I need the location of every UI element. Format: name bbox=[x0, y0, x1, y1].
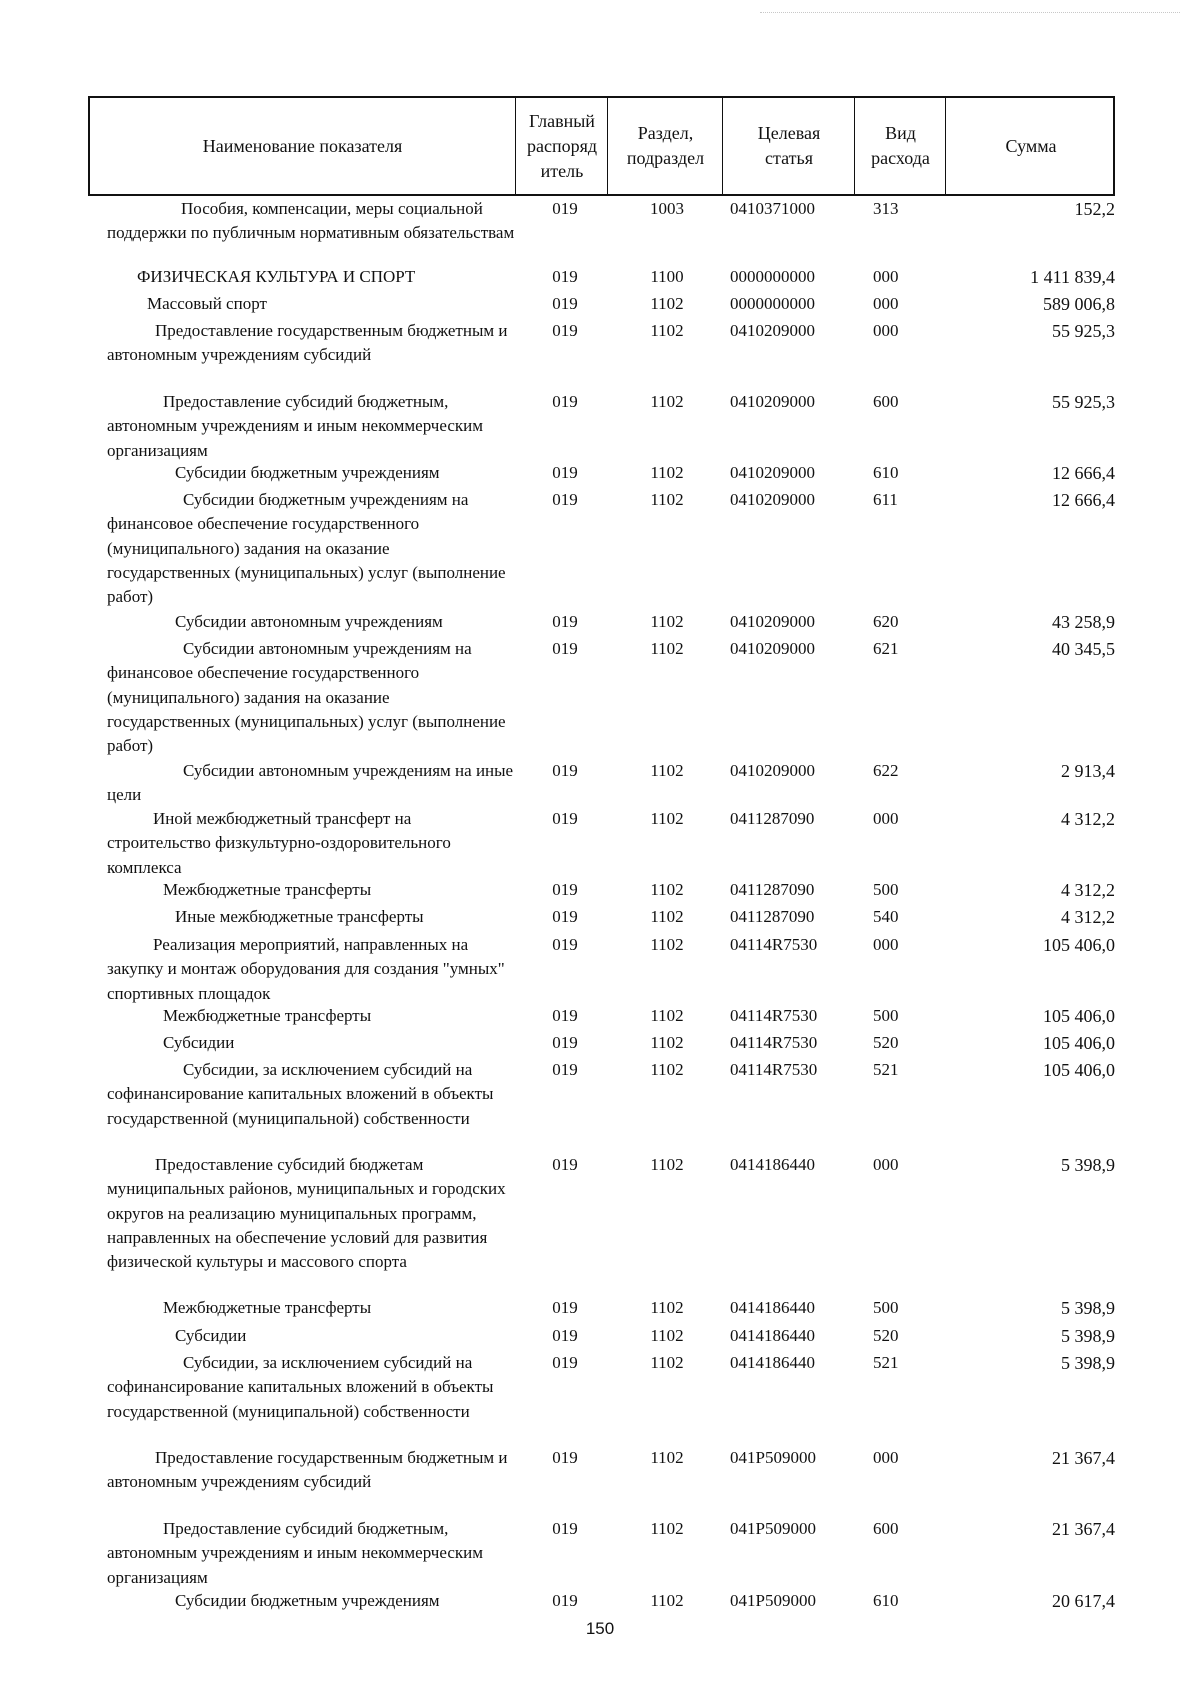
row-target-article: 0410209000 bbox=[730, 463, 815, 482]
row-sum: 40 345,5 bbox=[1052, 639, 1115, 659]
row-expense-type: 621 bbox=[873, 639, 899, 658]
row-sum: 5 398,9 bbox=[1061, 1298, 1115, 1318]
row-sum: 5 398,9 bbox=[1061, 1353, 1115, 1373]
row-name: Пособия, компенсации, меры социальной поддержки по публичным нормативным обязательствам bbox=[107, 199, 515, 243]
row-section: 1003 bbox=[650, 199, 684, 218]
row-target-article: 0410209000 bbox=[730, 612, 815, 631]
row-chief-administrator: 019 bbox=[552, 490, 578, 509]
row-target-article: 0410209000 bbox=[730, 639, 815, 658]
row-name: Субсидии автономным учреждениям на иные цели bbox=[107, 761, 514, 805]
row-target-article: 0410209000 bbox=[730, 321, 815, 340]
row-expense-type: 521 bbox=[873, 1060, 899, 1079]
row-sum: 55 925,3 bbox=[1052, 321, 1115, 341]
header-target-article: Целевая статья bbox=[722, 98, 855, 194]
row-name: Межбюджетные трансферты bbox=[163, 880, 372, 899]
row-sum: 105 406,0 bbox=[1043, 1033, 1115, 1053]
row-chief-administrator: 019 bbox=[552, 1591, 578, 1610]
row-expense-type: 500 bbox=[873, 880, 899, 899]
row-expense-type: 000 bbox=[873, 267, 899, 286]
row-target-article: 0410371000 bbox=[730, 199, 815, 218]
row-expense-type: 610 bbox=[873, 1591, 899, 1610]
row-section: 1102 bbox=[650, 1448, 684, 1467]
row-expense-type: 500 bbox=[873, 1006, 899, 1025]
header-chief-administrator: Главный распоряд итель bbox=[515, 98, 608, 194]
row-sum: 21 367,4 bbox=[1052, 1519, 1115, 1539]
row-expense-type: 521 bbox=[873, 1353, 899, 1372]
row-section: 1102 bbox=[650, 463, 684, 482]
row-chief-administrator: 019 bbox=[552, 1326, 578, 1345]
row-target-article: 0410209000 bbox=[730, 761, 815, 780]
row-sum: 5 398,9 bbox=[1061, 1155, 1115, 1175]
row-section: 1102 bbox=[650, 490, 684, 509]
row-name: Субсидии bbox=[163, 1033, 235, 1052]
row-chief-administrator: 019 bbox=[552, 321, 578, 340]
row-name: ФИЗИЧЕСКАЯ КУЛЬТУРА И СПОРТ bbox=[137, 267, 416, 286]
row-name: Предоставление субсидий бюджетным, автономным учреждениям и иным некоммерческим организациям bbox=[107, 392, 483, 460]
page-number: 150 bbox=[585, 1619, 615, 1638]
row-section: 1102 bbox=[650, 321, 684, 340]
row-target-article: 0000000000 bbox=[730, 294, 815, 313]
row-section: 1102 bbox=[650, 1006, 684, 1025]
row-sum: 589 006,8 bbox=[1043, 294, 1115, 314]
row-sum: 1 411 839,4 bbox=[1030, 267, 1115, 287]
row-section: 1102 bbox=[650, 294, 684, 313]
row-section: 1102 bbox=[650, 907, 684, 926]
row-expense-type: 500 bbox=[873, 1298, 899, 1317]
row-name: Субсидии, за исключением субсидий на софинансирование капитальных вложений в объекты государственной (муниципальной) собственности bbox=[107, 1060, 494, 1128]
row-section: 1102 bbox=[650, 880, 684, 899]
row-name: Межбюджетные трансферты bbox=[163, 1298, 372, 1317]
row-expense-type: 520 bbox=[873, 1326, 899, 1345]
row-section: 1102 bbox=[650, 392, 684, 411]
row-sum: 2 913,4 bbox=[1061, 761, 1115, 781]
row-section: 1100 bbox=[650, 267, 684, 286]
row-chief-administrator: 019 bbox=[552, 294, 578, 313]
row-name: Предоставление государственным бюджетным и автономным учреждениям субсидий bbox=[107, 321, 508, 365]
row-section: 1102 bbox=[650, 935, 684, 954]
row-target-article: 0411287090 bbox=[730, 809, 815, 828]
row-section: 1102 bbox=[650, 809, 684, 828]
row-expense-type: 600 bbox=[873, 392, 899, 411]
row-sum: 12 666,4 bbox=[1052, 490, 1115, 510]
row-name: Предоставление государственным бюджетным и автономным учреждениям субсидий bbox=[107, 1448, 508, 1492]
row-name: Предоставление субсидий бюджетным, автономным учреждениям и иным некоммерческим организациям bbox=[107, 1519, 483, 1587]
row-target-article: 0414186440 bbox=[730, 1353, 815, 1372]
row-expense-type: 610 bbox=[873, 463, 899, 482]
row-target-article: 04114R7530 bbox=[730, 935, 818, 954]
header-section: Раздел, подраздел bbox=[607, 98, 723, 194]
row-sum: 105 406,0 bbox=[1043, 1006, 1115, 1026]
row-name: Иной межбюджетный трансферт на строительство физкультурно-оздоровительного комплекса bbox=[107, 809, 451, 877]
row-sum: 43 258,9 bbox=[1052, 612, 1115, 632]
row-section: 1102 bbox=[650, 639, 684, 658]
row-expense-type: 520 bbox=[873, 1033, 899, 1052]
row-chief-administrator: 019 bbox=[552, 1519, 578, 1538]
row-section: 1102 bbox=[650, 1519, 684, 1538]
row-sum: 20 617,4 bbox=[1052, 1591, 1115, 1611]
row-target-article: 0414186440 bbox=[730, 1298, 815, 1317]
row-expense-type: 000 bbox=[873, 1448, 899, 1467]
row-sum: 55 925,3 bbox=[1052, 392, 1115, 412]
header-sum: Сумма bbox=[945, 98, 1116, 194]
row-expense-type: 000 bbox=[873, 809, 899, 828]
row-name: Субсидии bbox=[175, 1326, 247, 1345]
row-section: 1102 bbox=[650, 1060, 684, 1079]
row-chief-administrator: 019 bbox=[552, 1060, 578, 1079]
row-expense-type: 000 bbox=[873, 321, 899, 340]
row-chief-administrator: 019 bbox=[552, 199, 578, 218]
row-name: Предоставление субсидий бюджетам муниципальных районов, муниципальных и городских округов на реализацию муниципальных программ, направленных на обеспечение условий для развития физической культуры и массового спорта bbox=[107, 1155, 506, 1272]
row-expense-type: 600 bbox=[873, 1519, 899, 1538]
row-target-article: 041P509000 bbox=[730, 1448, 816, 1467]
row-section: 1102 bbox=[650, 1033, 684, 1052]
row-chief-administrator: 019 bbox=[552, 1448, 578, 1467]
row-chief-administrator: 019 bbox=[552, 880, 578, 899]
row-sum: 152,2 bbox=[1074, 199, 1115, 219]
row-name: Субсидии автономным учреждениям на финансовое обеспечение государственного (муниципального) задания на оказание государственных (муниципальных) услуг (выполнение работ) bbox=[107, 639, 506, 756]
row-expense-type: 611 bbox=[873, 490, 898, 509]
row-name: Субсидии автономным учреждениям bbox=[175, 612, 443, 631]
row-name: Реализация мероприятий, направленных на закупку и монтаж оборудования для создания "умных" спортивных площадок bbox=[107, 935, 505, 1003]
row-target-article: 0410209000 bbox=[730, 490, 815, 509]
row-sum: 12 666,4 bbox=[1052, 463, 1115, 483]
row-sum: 21 367,4 bbox=[1052, 1448, 1115, 1468]
row-sum: 4 312,2 bbox=[1061, 907, 1115, 927]
row-name: Субсидии, за исключением субсидий на софинансирование капитальных вложений в объекты государственной (муниципальной) собственности bbox=[107, 1353, 494, 1421]
row-target-article: 04114R7530 bbox=[730, 1060, 818, 1079]
row-section: 1102 bbox=[650, 761, 684, 780]
row-target-article: 0414186440 bbox=[730, 1155, 815, 1174]
header-expense-type: Вид расхода bbox=[854, 98, 946, 194]
row-section: 1102 bbox=[650, 1591, 684, 1610]
row-chief-administrator: 019 bbox=[552, 761, 578, 780]
row-section: 1102 bbox=[650, 1298, 684, 1317]
row-expense-type: 622 bbox=[873, 761, 899, 780]
row-target-article: 041P509000 bbox=[730, 1591, 816, 1610]
row-name: Субсидии бюджетным учреждениям на финансовое обеспечение государственного (муниципального) задания на оказание государственных (муниципальных) услуг (выполнение работ) bbox=[107, 490, 506, 607]
row-name: Субсидии бюджетным учреждениям bbox=[175, 1591, 440, 1610]
row-expense-type: 620 bbox=[873, 612, 899, 631]
row-chief-administrator: 019 bbox=[552, 612, 578, 631]
row-chief-administrator: 019 bbox=[552, 907, 578, 926]
row-sum: 105 406,0 bbox=[1043, 935, 1115, 955]
row-name: Субсидии бюджетным учреждениям bbox=[175, 463, 440, 482]
row-chief-administrator: 019 bbox=[552, 1298, 578, 1317]
row-sum: 105 406,0 bbox=[1043, 1060, 1115, 1080]
row-sum: 4 312,2 bbox=[1061, 880, 1115, 900]
row-sum: 4 312,2 bbox=[1061, 809, 1115, 829]
row-target-article: 04114R7530 bbox=[730, 1006, 818, 1025]
row-chief-administrator: 019 bbox=[552, 1006, 578, 1025]
row-chief-administrator: 019 bbox=[552, 267, 578, 286]
row-chief-administrator: 019 bbox=[552, 639, 578, 658]
row-target-article: 041P509000 bbox=[730, 1519, 816, 1538]
row-expense-type: 000 bbox=[873, 1155, 899, 1174]
row-chief-administrator: 019 bbox=[552, 392, 578, 411]
row-chief-administrator: 019 bbox=[552, 1353, 578, 1372]
row-section: 1102 bbox=[650, 1155, 684, 1174]
row-target-article: 0411287090 bbox=[730, 907, 815, 926]
row-target-article: 04114R7530 bbox=[730, 1033, 818, 1052]
row-name: Иные межбюджетные трансферты bbox=[175, 907, 424, 926]
row-chief-administrator: 019 bbox=[552, 1033, 578, 1052]
row-chief-administrator: 019 bbox=[552, 935, 578, 954]
row-section: 1102 bbox=[650, 1326, 684, 1345]
row-name: Массовый спорт bbox=[147, 294, 267, 313]
header-name: Наименование показателя bbox=[202, 135, 403, 156]
row-target-article: 0411287090 bbox=[730, 880, 815, 899]
row-chief-administrator: 019 bbox=[552, 1155, 578, 1174]
row-expense-type: 313 bbox=[873, 199, 899, 218]
row-chief-administrator: 019 bbox=[552, 463, 578, 482]
row-expense-type: 000 bbox=[873, 935, 899, 954]
row-sum: 5 398,9 bbox=[1061, 1326, 1115, 1346]
row-chief-administrator: 019 bbox=[552, 809, 578, 828]
row-target-article: 0414186440 bbox=[730, 1326, 815, 1345]
row-target-article: 0000000000 bbox=[730, 267, 815, 286]
row-target-article: 0410209000 bbox=[730, 392, 815, 411]
row-section: 1102 bbox=[650, 612, 684, 631]
row-expense-type: 000 bbox=[873, 294, 899, 313]
row-expense-type: 540 bbox=[873, 907, 899, 926]
row-section: 1102 bbox=[650, 1353, 684, 1372]
row-name: Межбюджетные трансферты bbox=[163, 1006, 372, 1025]
